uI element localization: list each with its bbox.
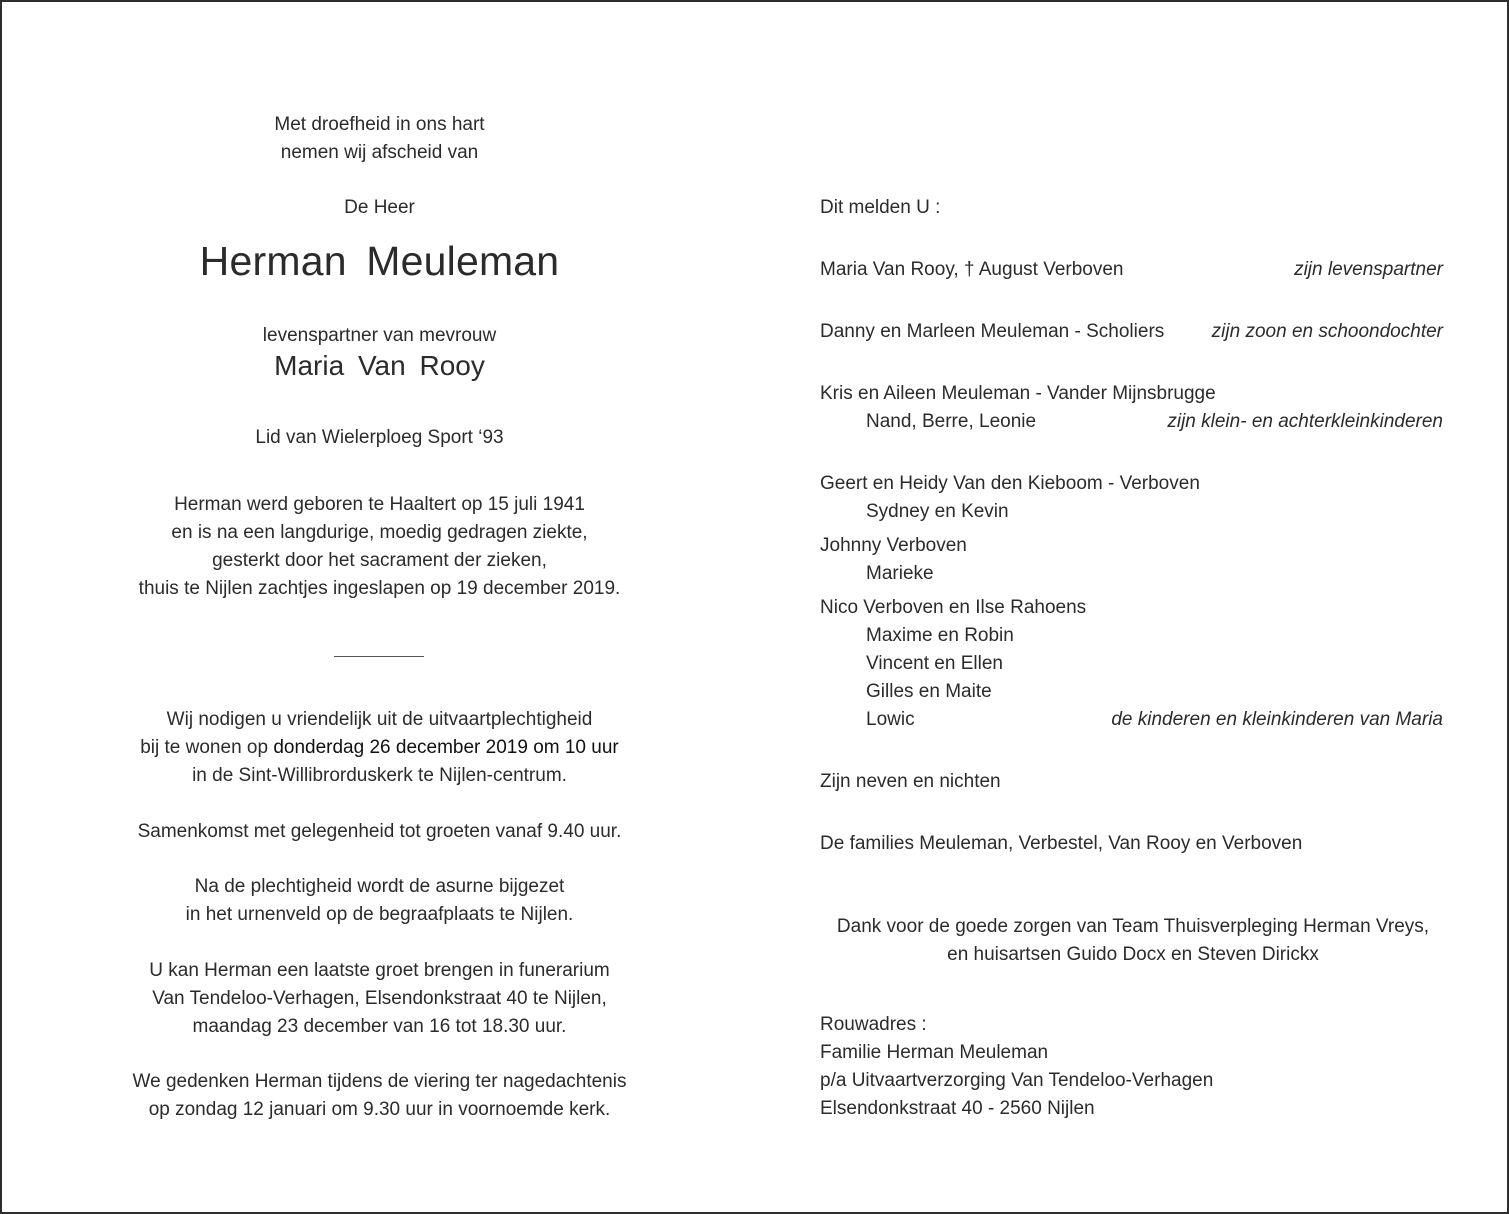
relative-subname: Gilles en Maite [866, 681, 992, 702]
membership: Lid van Wielerploeg Sport ‘93 [255, 427, 504, 448]
address-line: Familie Herman Meuleman [820, 1042, 1049, 1063]
invitation-line: Wij nodigen u vriendelijk uit de uitvaartplechtigheid [166, 709, 593, 730]
visitation-line: Van Tendeloo-Verhagen, Elsendonkstraat 40 te Nijlen, [152, 988, 607, 1009]
salutation: De Heer [344, 197, 415, 218]
relative-subname: Vincent en Ellen [866, 653, 1003, 674]
relative-name: Maria Van Rooy, † August Verboven [820, 259, 1124, 280]
address-line: Rouwadres : [820, 1014, 927, 1035]
urn-line: in het urnenveld op de begraafplaats te Nijlen. [185, 904, 574, 925]
relative-subname: Maxime en Robin [866, 625, 1014, 646]
visitation-line: maandag 23 december van 16 tot 18.30 uur. [192, 1016, 567, 1037]
relative-subname: Nand, Berre, Leonie [866, 411, 1037, 432]
relation-label: zijn klein- en achterkleinkinderen [1167, 411, 1443, 432]
invitation-text: bij te wonen op [140, 737, 274, 758]
relative-name: Kris en Aileen Meuleman - Vander Mijnsbrugge [820, 383, 1216, 404]
partner-name: Maria Van Rooy [274, 350, 485, 381]
relative-name: De families Meuleman, Verbestel, Van Rooy en Verboven [820, 833, 1303, 854]
relative-name: Geert en Heidy Van den Kieboom - Verboven [820, 473, 1200, 494]
biography-line: Herman werd geboren te Haaltert op 15 juli 1941 [174, 494, 585, 515]
deceased-name: Herman Meuleman [199, 238, 560, 284]
invitation-line [42, 737, 717, 759]
relative-subname: Marieke [866, 563, 934, 584]
memorial-line: We gedenken Herman tijdens de viering ter nagedachtenis [132, 1071, 627, 1092]
thanks-line: Dank voor de goede zorgen van Team Thuisverpleging Herman Vreys, [836, 916, 1430, 937]
intro-line: nemen wij afscheid van [280, 142, 479, 163]
gathering-line: Samenkomst met gelegenheid tot groeten vanaf 9.40 uur. [137, 821, 622, 842]
relation-label: de kinderen en kleinkinderen van Maria [1111, 709, 1443, 730]
divider [334, 656, 424, 657]
relatives-heading: Dit melden U : [820, 197, 941, 218]
funeral-date: donderdag 26 december 2019 om 10 uur [273, 737, 619, 758]
relative-name: Johnny Verboven [820, 535, 967, 556]
invitation-line: in de Sint-Willibrorduskerk te Nijlen-centrum. [192, 765, 567, 786]
partner-intro: levenspartner van mevrouw [262, 325, 497, 346]
intro-line: Met droefheid in ons hart [274, 114, 485, 135]
relative-subname: Sydney en Kevin [866, 501, 1009, 522]
relation-label: zijn zoon en schoondochter [1211, 321, 1443, 342]
visitation-line: U kan Herman een laatste groet brengen in funerarium [149, 960, 610, 981]
biography-line: gesterkt door het sacrament der zieken, [212, 550, 547, 571]
urn-line: Na de plechtigheid wordt de asurne bijgezet [194, 876, 565, 897]
relation-label: zijn levenspartner [1294, 259, 1443, 280]
relative-name: Danny en Marleen Meuleman - Scholiers [820, 321, 1165, 342]
relative-name: Zijn neven en nichten [820, 771, 1001, 792]
relative-subname: Lowic [866, 709, 915, 730]
relative-name: Nico Verboven en Ilse Rahoens [820, 597, 1087, 618]
biography-line: thuis te Nijlen zachtjes ingeslapen op 19 december 2019. [138, 578, 621, 599]
address-line: p/a Uitvaartverzorging Van Tendeloo-Verhagen [820, 1070, 1214, 1091]
thanks-line: en huisartsen Guido Docx en Steven Dirickx [947, 944, 1319, 965]
memorial-line: op zondag 12 januari om 9.30 uur in voornoemde kerk. [148, 1099, 611, 1120]
biography-line: en is na een langdurige, moedig gedragen ziekte, [171, 522, 588, 543]
address-line: Elsendonkstraat 40 - 2560 Nijlen [820, 1098, 1095, 1119]
